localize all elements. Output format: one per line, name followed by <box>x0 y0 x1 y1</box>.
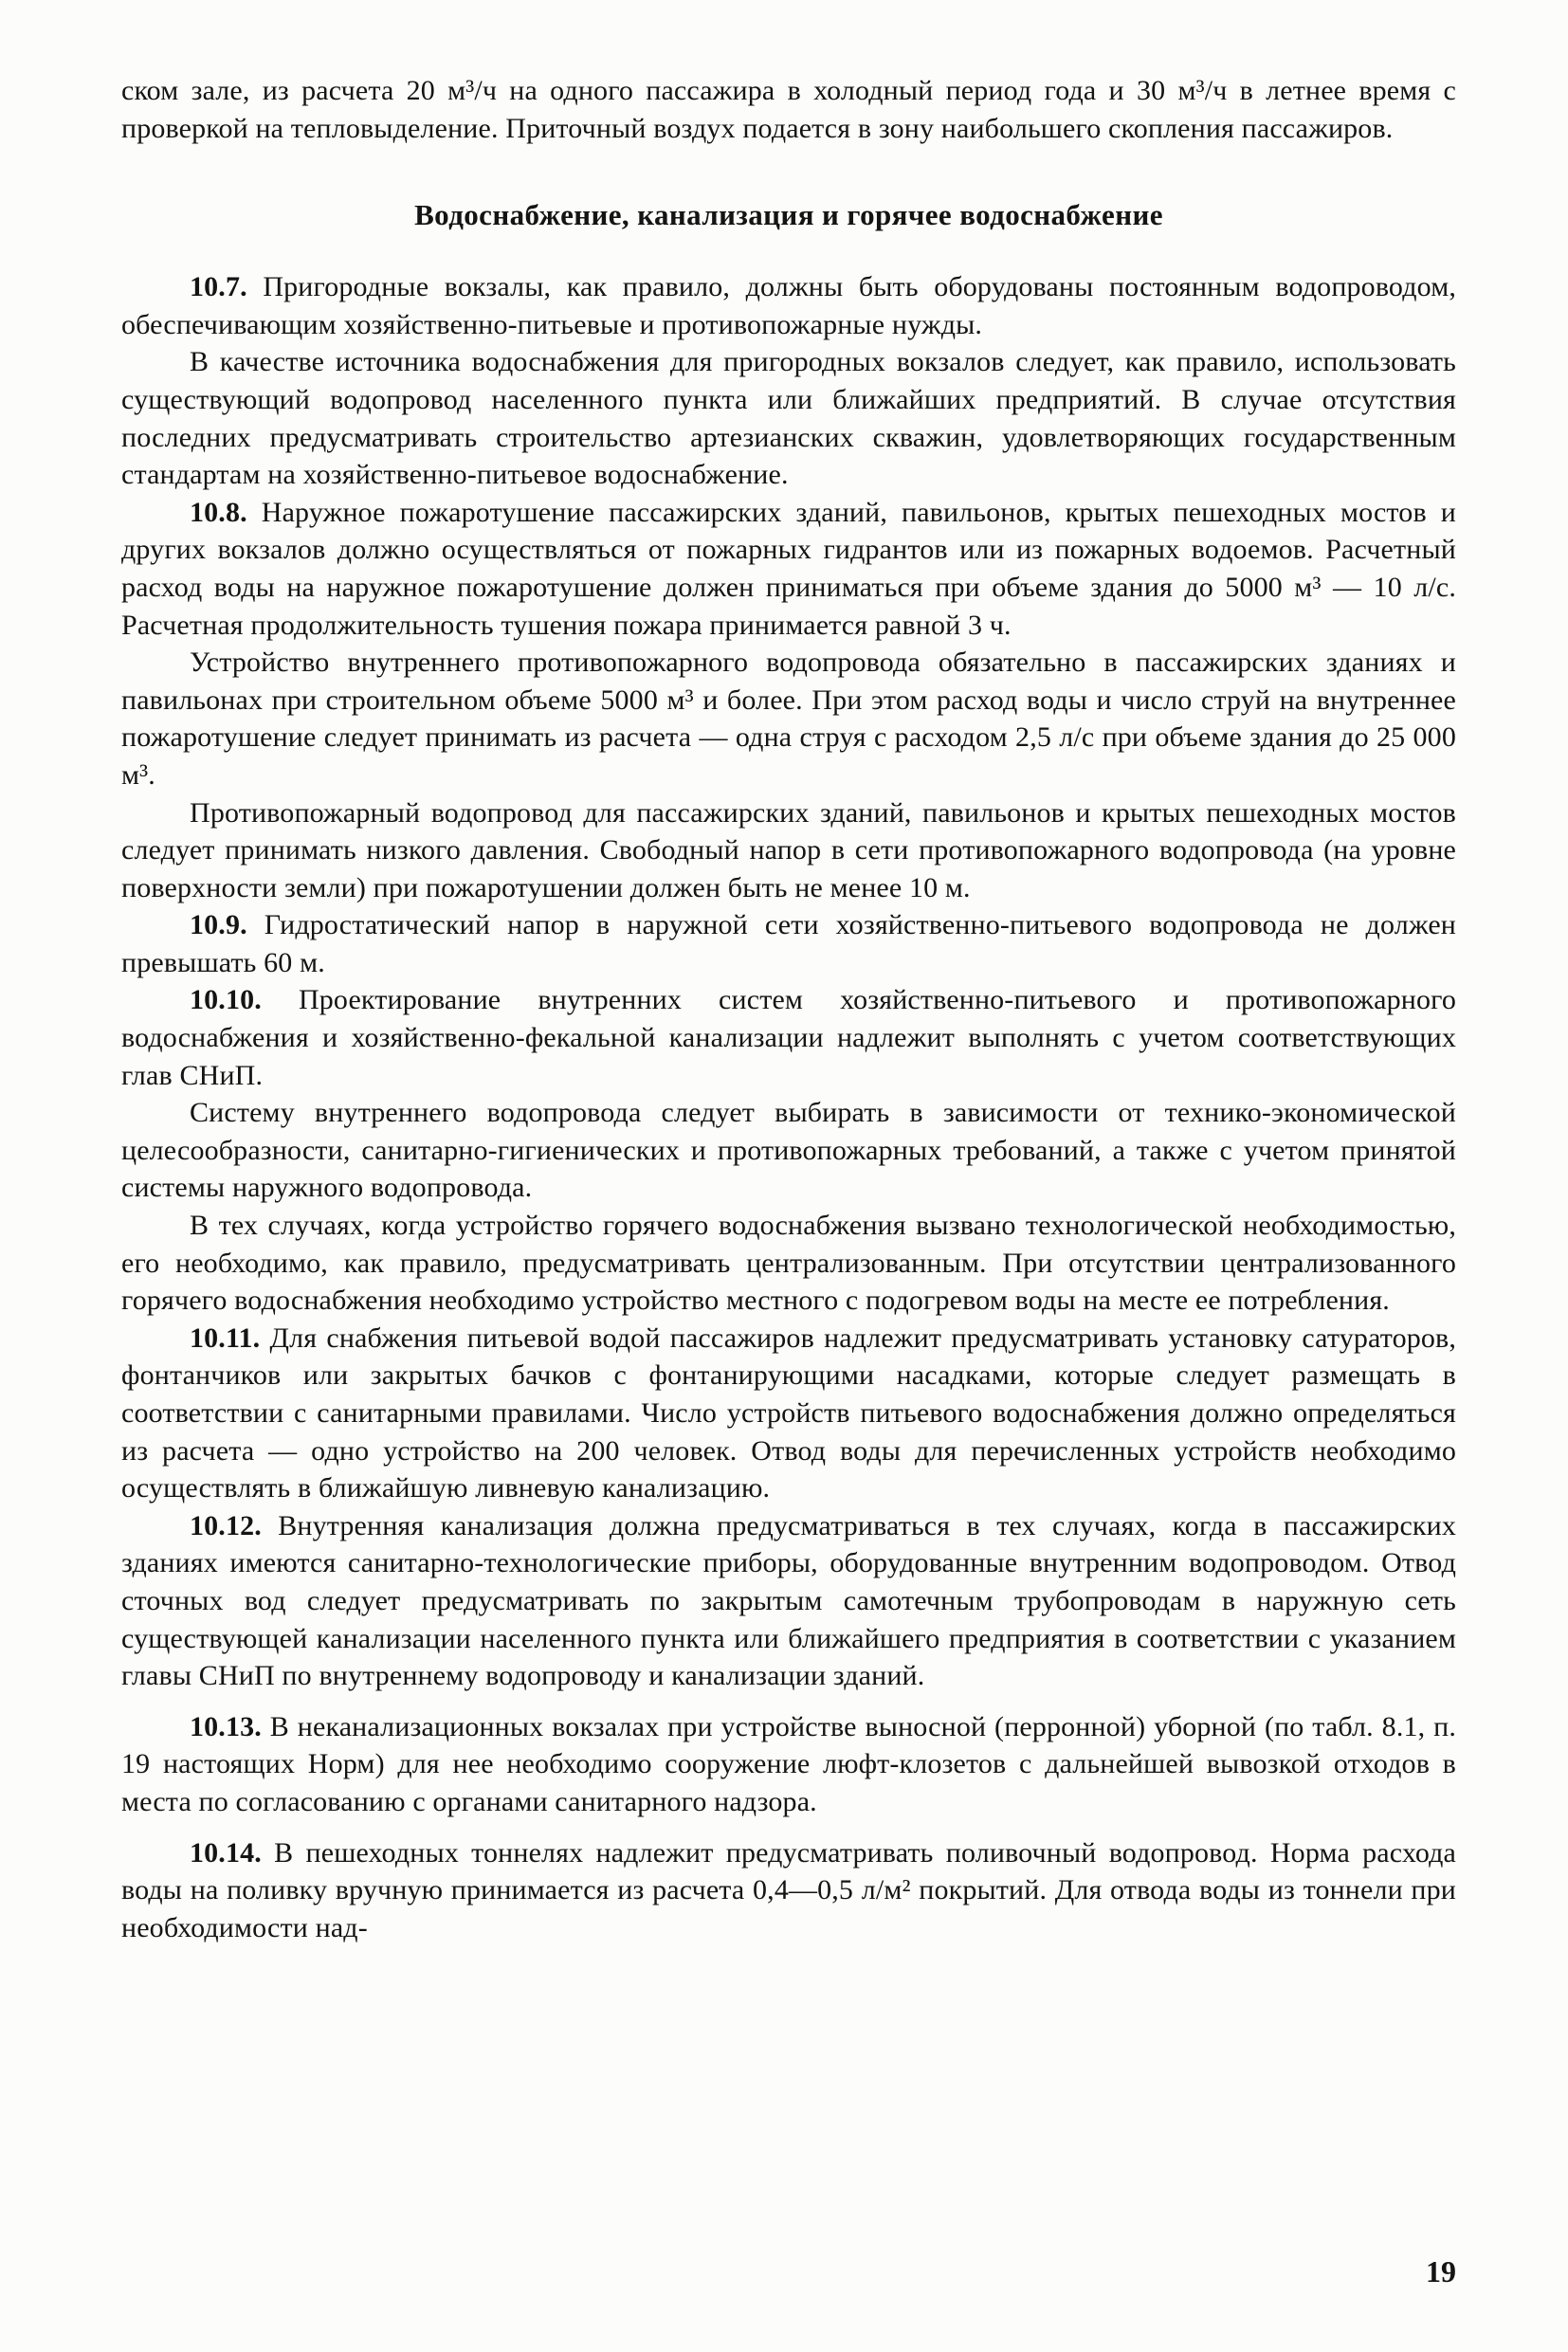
paragraph-10-7 <box>121 268 1456 343</box>
paragraph-10-10-hot-water: В тех случаях, когда устройство горячего водоснабжения вызвано технологической необходимостью, его необходимо, как правило, предусматривать централизованным. При отсутствии централизованного горячего водоснабжения необходимо устройство местного с подогревом воды на месте ее потребления. <box>121 1210 1456 1317</box>
clause-number: 10.14. <box>190 1836 262 1869</box>
paragraph-10-8 <box>121 494 1456 644</box>
paragraph-10-8-internal-hydrant: Устройство внутреннего противопожарного водопровода обязательно в пассажирских зданиях и павильонах при строительном объеме 5000 м³ и более. При этом расход воды и число струй на внутреннее пожаротушение следует принимать из расчета — одна струя с расходом 2,5 л/с при объеме здания до 25 000 м³. <box>121 647 1456 791</box>
paragraph-10-11 <box>121 1320 1456 1507</box>
text-column <box>121 72 1456 1946</box>
paragraph-10-9 <box>121 906 1456 981</box>
paragraph-10-7-continued: В качестве источника водоснабжения для пригородных вокзалов следует, как правило, использовать существующий водопровод населенного пункта или ближайших предприятий. В случае отсутствия последних предусматривать строительство артезианских скважин, удовлетворяющих государственным стандартам на хозяйственно-питьевое водоснабжение. <box>121 346 1456 491</box>
clause-text: Пригородные вокзалы, как правило, должны быть оборудованы постоянным водопроводом, обеспечивающим хозяйственно-питьевые и противопожарные нужды. <box>121 271 1456 340</box>
clause-number: 10.7. <box>190 271 247 303</box>
clause-number: 10.12. <box>190 1509 262 1541</box>
clause-text: В пешеходных тоннелях надлежит предусматривать поливочный водопровод. Норма расхода воды на поливку вручную принимается из расчета 0,4—0,5 л/м² покрытий. Для отвода воды из тоннели при необходимости над- <box>121 1836 1457 1943</box>
clause-text: Наружное пожаротушение пассажирских зданий, павильонов, крытых пешеходных мостов и других вокзалов должно осуществляться от пожарных гидрантов или из пожарных водоемов. Расчетный расход воды на наружное пожаротушение должен приниматься при объеме здания до 5000 м³ — 10 л/с. Расчетная продолжительность тушения пожара принимается равной 3 ч. <box>121 496 1456 641</box>
paragraph-10-14 <box>121 1834 1456 1947</box>
intro-paragraph: ском зале, из расчета 20 м³/ч на одного пассажира в холодный период года и 30 м³/ч в летнее время с проверкой на тепловыделение. Приточный воздух подается в зону наибольшего скопления пассажиров. <box>121 75 1456 144</box>
clause-number: 10.11. <box>190 1322 261 1354</box>
clause-text: Гидростатический напор в наружной сети хозяйственно-питьевого водопровода не должен превышать 60 м. <box>121 909 1457 978</box>
paragraph-10-10 <box>121 981 1456 1094</box>
paragraph-10-10-water-system: Систему внутреннего водопровода следует выбирать в зависимости от технико-экономической целесообразности, санитарно-гигиенических и противопожарных требований, а также с учетом принятой системы наружного водопровода. <box>121 1097 1456 1204</box>
clause-number: 10.8. <box>190 496 247 528</box>
clause-text: Проектирование внутренних систем хозяйственно-питьевого и противопожарного водоснабжения и хозяйственно-фекальной канализации надлежит выполнять с учетом соответствующих глав СНиП. <box>121 984 1456 1091</box>
clause-number: 10.10. <box>190 984 262 1016</box>
clause-number: 10.13. <box>190 1710 262 1742</box>
paragraph-10-8-low-pressure: Противопожарный водопровод для пассажирских зданий, павильонов и крытых пешеходных мостов следует принимать низкого давления. Свободный напор в сети противопожарного водопровода (на уровне поверхности земли) при пожаротушении должен быть не менее 10 м. <box>121 796 1456 903</box>
clause-text: В неканализационных вокзалах при устройстве выносной (перронной) уборной (по табл. 8.1, п. 19 настоящих Норм) для нее необходимо сооружение люфт-клозетов с дальнейшей вывозкой отходов в места по согласованию с органами санитарного надзора. <box>121 1710 1456 1817</box>
clause-number: 10.9. <box>190 909 247 941</box>
section-heading: Водоснабжение, канализация и горячее водоснабжение <box>414 198 1163 232</box>
paragraph-10-12 <box>121 1507 1456 1695</box>
page-number: 19 <box>1426 2254 1456 2288</box>
clause-text: Для снабжения питьевой водой пассажиров надлежит предусматривать установку сатураторов, фонтанчиков или закрытых бачков с фонтанирующими насадками, которые следует размещать в соответствии с санитарными правилами. Число устройств питьевого водоснабжения должно определяться из расчета — одно устройство на 200 человек. Отвод воды для перечисленных устройств необходимо осуществлять в ближайшую ливневую канализацию. <box>121 1322 1457 1504</box>
clause-text: Внутренняя канализация должна предусматриваться в тех случаях, когда в пассажирских зданиях имеются санитарно-технологические приборы, оборудованные внутренним водопроводом. Отвод сточных вод следует предусматривать по закрытым самотечным трубопроводам в наружную сеть существующей канализации населенного пункта или ближайшего предприятия в соответствии с указанием главы СНиП по внутреннему водопроводу и канализации зданий. <box>121 1509 1456 1692</box>
paragraph-10-13 <box>121 1708 1456 1821</box>
